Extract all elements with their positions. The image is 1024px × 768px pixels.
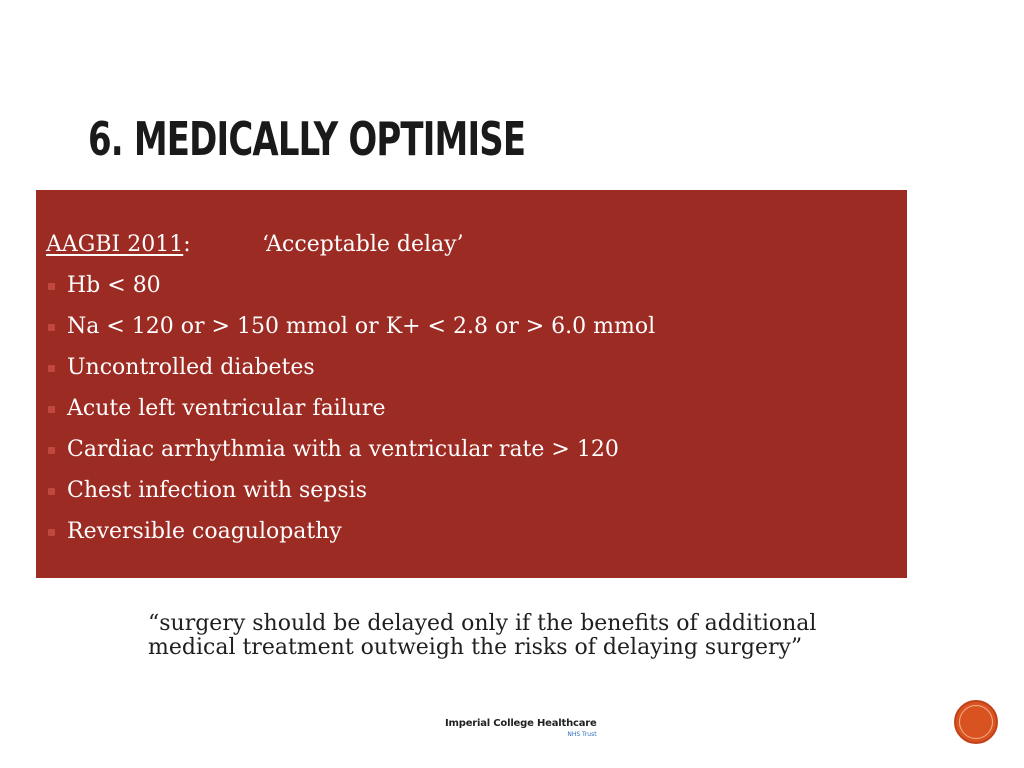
page-number-ring [959, 705, 993, 739]
nhs-trust-logo [445, 718, 597, 738]
source-colon: : [183, 232, 191, 257]
panel-heading [46, 232, 464, 257]
list-item [46, 518, 655, 559]
acceptable-delay-heading: ‘Acceptable delay’ [262, 232, 464, 257]
list-item-text: Na < 120 or > 150 mmol or K+ < 2.8 or > 6.0 mmol [67, 314, 656, 339]
list-item-text: Chest infection with sepsis [67, 478, 367, 503]
list-item-text: Uncontrolled diabetes [67, 355, 315, 380]
list-item [46, 354, 655, 395]
list-item [46, 395, 655, 436]
slide-title: 6. MEDICALLY OPTIMISE [88, 112, 526, 166]
list-item-text: Hb < 80 [67, 273, 161, 298]
list-item-text: Acute left ventricular failure [67, 396, 386, 421]
guideline-quote [148, 612, 816, 660]
criteria-panel [36, 190, 907, 578]
bullet-icon [48, 406, 55, 413]
quote-line-2: medical treatment outweigh the risks of delaying surgery” [148, 635, 803, 660]
criteria-list [46, 272, 655, 559]
list-item [46, 313, 655, 354]
list-item [46, 436, 655, 477]
list-item-text: Reversible coagulopathy [67, 519, 342, 544]
list-item [46, 477, 655, 518]
source-reference: AAGBI 2011 [46, 232, 184, 257]
bullet-icon [48, 488, 55, 495]
logo-trust-name: NHS Trust [567, 731, 597, 738]
logo-org-name: Imperial College Healthcare [445, 718, 597, 729]
quote-line-1: “surgery should be delayed only if the benefits of additional [148, 611, 817, 636]
bullet-icon [48, 529, 55, 536]
page-number-badge [954, 700, 998, 744]
list-item [46, 272, 655, 313]
bullet-icon [48, 365, 55, 372]
bullet-icon [48, 283, 55, 290]
bullet-icon [48, 447, 55, 454]
bullet-icon [48, 324, 55, 331]
list-item-text: Cardiac arrhythmia with a ventricular rate > 120 [67, 437, 619, 462]
